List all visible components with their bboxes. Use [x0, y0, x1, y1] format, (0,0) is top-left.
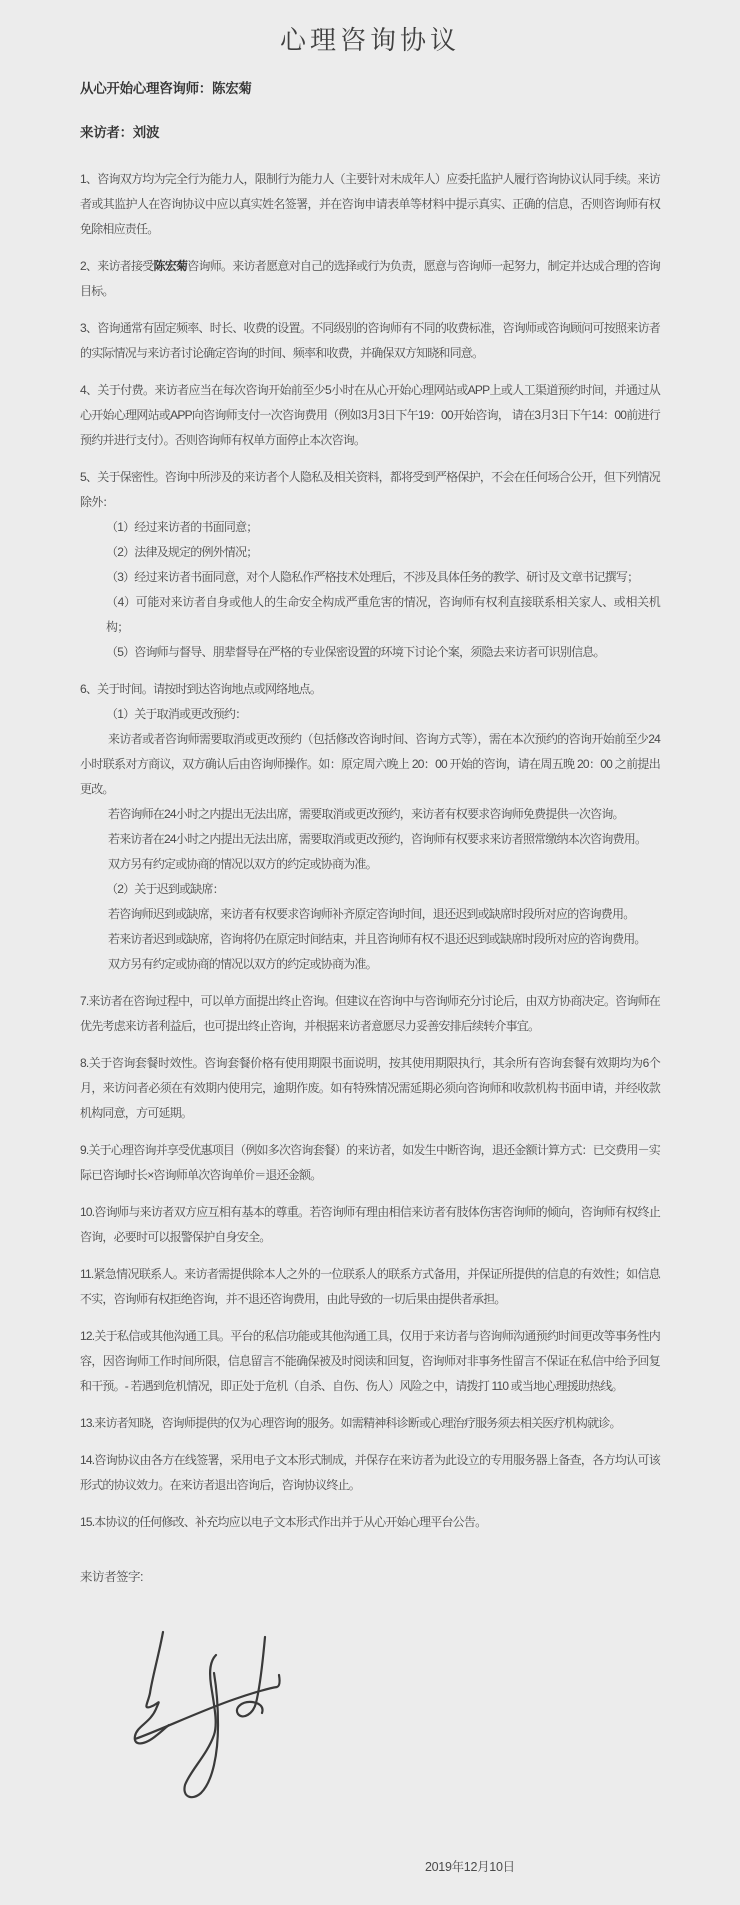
clause-5-intro: 5、关于保密性。咨询中所涉及的来访者个人隐私及相关资料，都将受到严格保护，不会在任何场合公开，但下列情况除外：	[80, 470, 660, 509]
clause-6-sub1-line-3: 若来访者在24小时之内提出无法出席，需要取消或更改预约，咨询师有权要求来访者照常缴纳本次咨询费用。	[108, 832, 647, 846]
client-signature-drawing	[130, 1629, 290, 1807]
clause-5-item-3: （3）经过来访者书面同意，对个人隐私作严格技术处理后，不涉及具体任务的教学、研讨及文章书记撰写；	[106, 570, 639, 584]
clause-6-intro: 6、关于时间。请按时到达咨询地点或网络地点。	[80, 682, 322, 696]
clause-9: 9.关于心理咨询并享受优惠项目（例如多次咨询套餐）的来访者，如发生中断咨询，退还金额计算方式：已交费用－实际已咨询时长×咨询师单次咨询单价＝退还金额。	[80, 1143, 660, 1182]
clause-6-sub2-line-3: 双方另有约定或协商的情况以双方的约定或协商为准。	[108, 957, 377, 971]
clause-2-text-pre: 2、来访者接受	[80, 259, 154, 273]
clause-13: 13.来访者知晓，咨询师提供的仅为心理咨询的服务。如需精神科诊断或心理治疗服务须去相关医疗机构就诊。	[80, 1416, 621, 1430]
clause-2-text-post: 咨询师。来访者愿意对自己的选择或行为负责，愿意与咨询师一起努力，制定并达成合理的咨询目标。	[80, 259, 661, 298]
signature-label: 来访者签字:	[80, 1570, 143, 1584]
clause-6	[80, 677, 660, 977]
clause-11: 11.紧急情况联系人。来访者需提供除本人之外的一位联系人的联系方式备用，并保证所提供的信息的有效性；如信息不实，咨询师有权拒绝咨询，并不退还咨询费用，由此导致的一切后果由提供者承担。	[80, 1267, 660, 1306]
client-signature	[130, 1629, 295, 1809]
client-name-line: 来访者：刘波	[80, 125, 160, 140]
clause-5-item-4: （4）可能对来访者自身或他人的生命安全构成严重危害的情况，咨询师有权利直接联系相关家人、或相关机构；	[106, 595, 660, 634]
clause-3: 3、咨询通常有固定频率、时长、收费的设置。不同级别的咨询师有不同的收费标准，咨询师或咨询顾问可按照来访者的实际情况与来访者讨论确定咨询的时间、频率和收费，并确保双方知晓和同意。	[80, 321, 660, 360]
clause-6-sub2-line-1: 若咨询师迟到或缺席，来访者有权要求咨询师补齐原定咨询时间，退还迟到或缺席时段所对应的咨询费用。	[108, 907, 635, 921]
clause-6-sub2-line-2: 若来访者迟到或缺席，咨询将仍在原定时间结束，并且咨询师有权不退还迟到或缺席时段所对应的咨询费用。	[108, 932, 646, 946]
clause-5-item-1: （1）经过来访者的书面同意；	[106, 520, 258, 534]
clause-5	[80, 465, 660, 665]
clause-14: 14.咨询协议由各方在线签署，采用电子文本形式制成，并保存在来访者为此设立的专用服务器上备查，各方均认可该形式的协议效力。在来访者退出咨询后，咨询协议终止。	[80, 1453, 660, 1492]
counselor-name-emphasis: 陈宏菊	[153, 259, 188, 273]
clause-15: 15.本协议的任何修改、补充均应以电子文本形式作出并于从心开始心理平台公告。	[80, 1515, 487, 1529]
clause-7: 7.来访者在咨询过程中，可以单方面提出终止咨询。但建议在咨询中与咨询师充分讨论后，由双方协商决定。咨询师在优先考虑来访者利益后，也可提出终止咨询，并根据来访者意愿尽力妥善安排后续转介事宜。	[80, 994, 660, 1033]
clause-5-item-5: （5）咨询师与督导、朋辈督导在严格的专业保密设置的环境下讨论个案，须隐去来访者可识别信息。	[106, 645, 605, 659]
clause-5-item-2: （2）法律及规定的例外情况；	[106, 545, 258, 559]
clause-10: 10.咨询师与来访者双方应互相有基本的尊重。若咨询师有理由相信来访者有肢体伤害咨询师的倾向，咨询师有权终止咨询，必要时可以报警保护自身安全。	[80, 1205, 660, 1244]
clause-1: 1、咨询双方均为完全行为能力人，限制行为能力人（主要针对未成年人）应委托监护人履行咨询协议认同手续。来访者或其监护人在咨询协议中应以真实姓名签署，并在咨询申请表单等材料中提示真实、正确的信息，否则咨询师有权免除相应责任。	[80, 172, 660, 236]
agreement-date: 2019年12月10日	[425, 1860, 515, 1874]
clause-8: 8.关于咨询套餐时效性。咨询套餐价格有使用期限书面说明，按其使用期限执行，其余所有咨询套餐有效期均为6个月，来访问者必须在有效期内使用完，逾期作废。如有特殊情况需延期必须向咨询师和收款机构书面申请，并经收款机构同意，方可延期。	[80, 1056, 660, 1120]
clause-6-sub1-line-1: 来访者或者咨询师需要取消或更改预约（包括修改咨询时间、咨询方式等），需在本次预约的咨询开始前至少24小时联系对方商议，双方确认后由咨询师操作。如：原定周六晚上 20：00 开始的咨询，请在周五晚 20：00 之前提出更改。	[80, 732, 660, 796]
clause-6-sub2-title: （2）关于迟到或缺席：	[106, 882, 224, 896]
clause-6-sub1-line-4: 双方另有约定或协商的情况以双方的约定或协商为准。	[108, 857, 377, 871]
clause-12: 12.关于私信或其他沟通工具。平台的私信功能或其他沟通工具，仅用于来访者与咨询师沟通预约时间更改等事务性内容，因咨询师工作时间所限，信息留言不能确保被及时阅读和回复，咨询师对非事务性留言不保证在私信中给予回复和干预。- 若遇到危机情况，即正处于危机（自杀、自伤、伤人）风险之中，请拨打 110 或当地心理援助热线。	[80, 1329, 660, 1393]
counselor-name-line: 从心开始心理咨询师：陈宏菊	[80, 81, 252, 96]
clause-2	[80, 254, 660, 304]
clause-6-sub1-title: （1）关于取消或更改预约：	[106, 707, 247, 721]
page-title: 心理咨询协议	[279, 25, 460, 55]
clause-6-sub1-line-2: 若咨询师在24小时之内提出无法出席，需要取消或更改预约，来访者有权要求咨询师免费提供一次咨询。	[108, 807, 624, 821]
clause-4: 4、关于付费。来访者应当在每次咨询开始前至少5小时在从心开始心理网站或APP上或人工渠道预约时间，并通过从心开始心理网站或APP向咨询师支付一次咨询费用（例如3月3日下午19：00开始咨询， 请在3月3日下午14：00前进行预约并进行支付）。否则咨询师有权单方面停止本次咨询。	[80, 383, 660, 447]
